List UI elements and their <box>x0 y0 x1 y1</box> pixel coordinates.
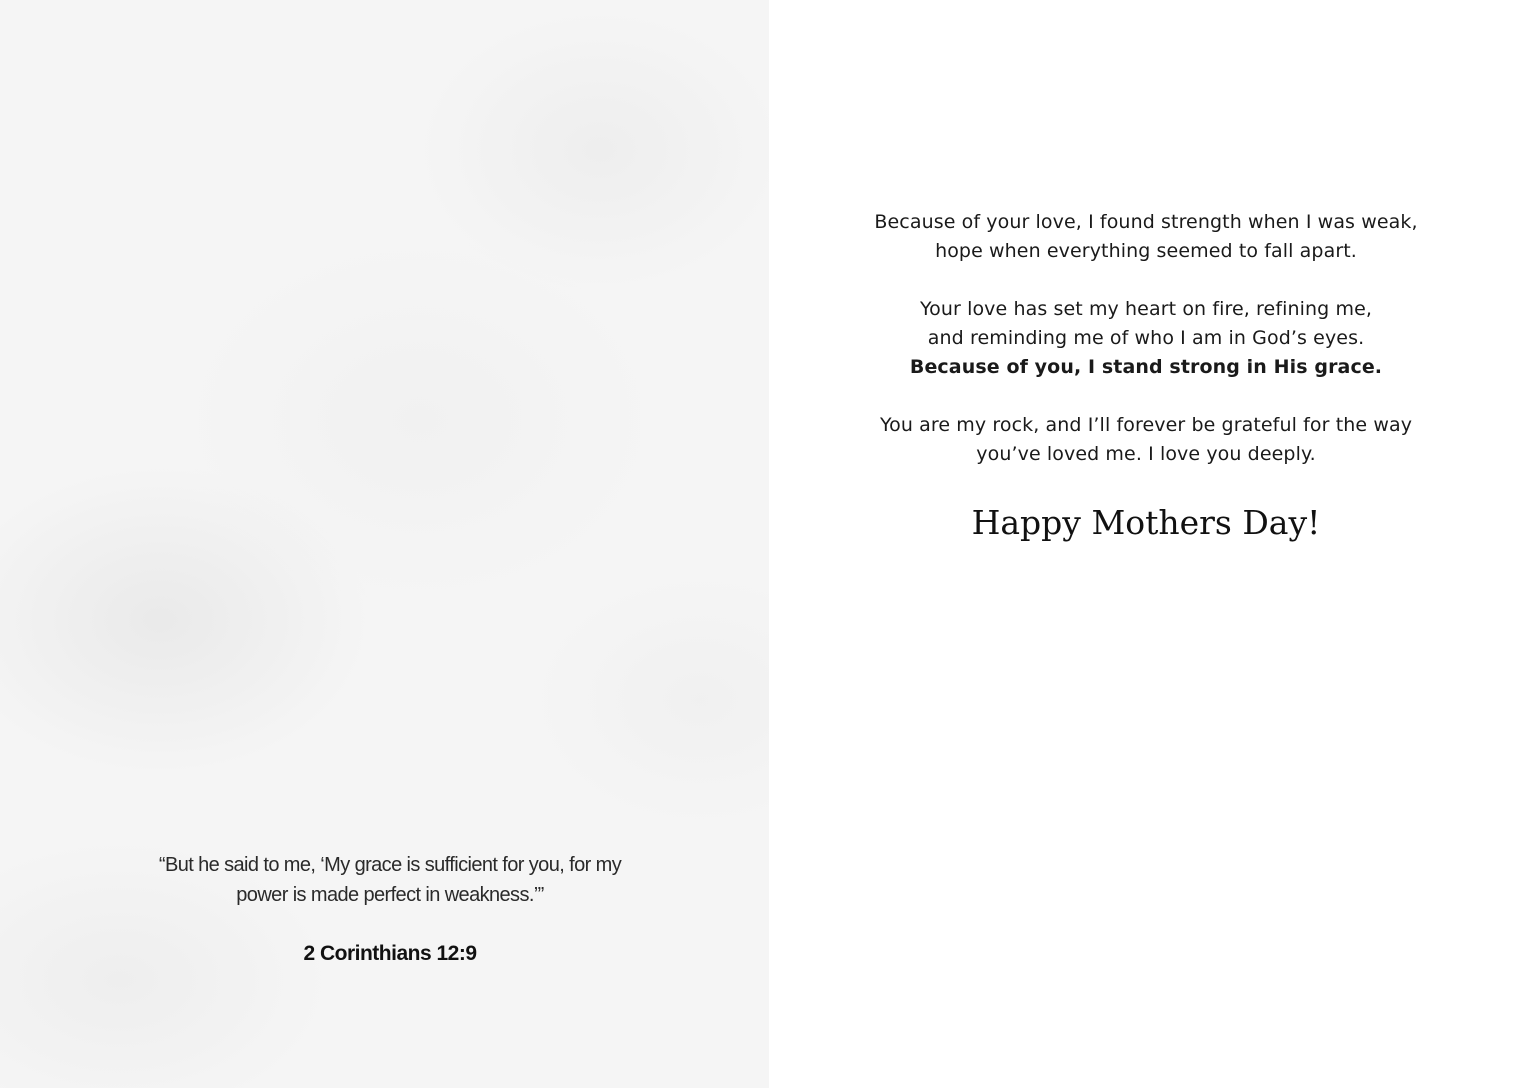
verse-line-2: power is made perfect in weakness.’” <box>236 884 544 906</box>
message-line: and reminding me of who I am in God’s eyes. <box>927 327 1365 349</box>
message-line: hope when everything seemed to fall apart. <box>935 240 1357 262</box>
message-line: Because of your love, I found strength when I was weak, <box>874 211 1418 233</box>
verse-line-1: “But he said to me, ‘My grace is sufficient for you, for my <box>158 854 622 876</box>
message-paragraph-1 <box>849 208 1443 266</box>
scripture-verse <box>100 850 680 910</box>
scripture-reference: 2 Corinthians 12:9 <box>303 942 477 965</box>
message-paragraph-3 <box>849 411 1443 469</box>
greeting-heading: Happy Mothers Day! <box>971 503 1321 542</box>
message-line: You are my rock, and I’ll forever be grateful for the way <box>879 414 1413 436</box>
message-line: Your love has set my heart on fire, refining me, <box>919 298 1373 320</box>
card-message <box>849 208 1443 498</box>
message-line: you’ve loved me. I love you deeply. <box>976 443 1316 465</box>
message-bold-line: Because of you, I stand strong in His grace. <box>909 356 1383 378</box>
right-page <box>769 0 1538 1088</box>
message-paragraph-2 <box>849 295 1443 382</box>
